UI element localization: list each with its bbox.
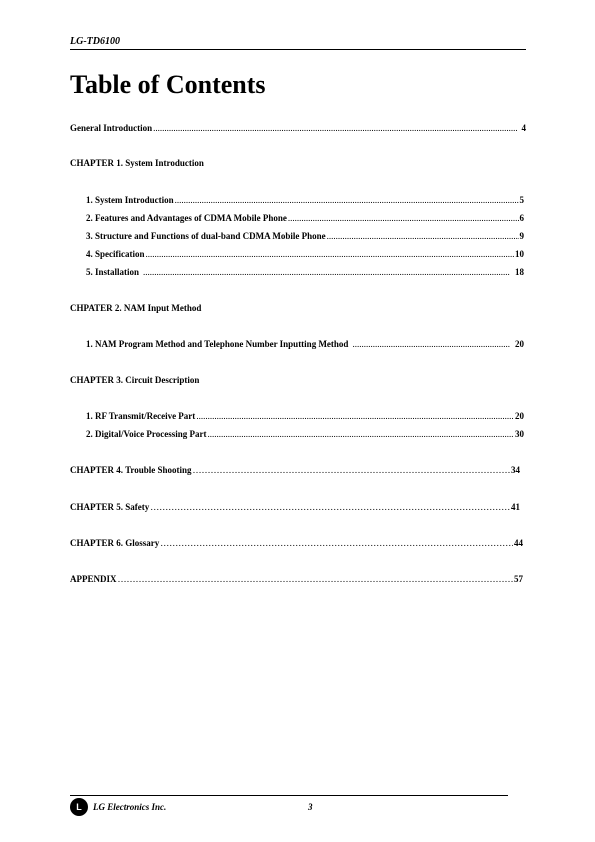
toc-entry-label: 1. NAM Program Method and Telephone Number Inputting Method xyxy=(86,339,349,349)
toc-leader-dots xyxy=(118,573,514,585)
toc-entry-chapter-6-glossary[interactable] xyxy=(70,537,523,549)
toc-leader-dots xyxy=(288,212,519,224)
toc-entry-page: 57 xyxy=(514,574,523,584)
toc-leader-dots xyxy=(196,410,514,422)
toc-entry-specification[interactable] xyxy=(86,248,524,260)
toc-leader-dots xyxy=(327,230,519,242)
toc-entry-nam-program[interactable] xyxy=(86,338,524,350)
toc-entry-label: 4. Specification xyxy=(86,249,145,259)
toc-entry-chapter-5-safety[interactable] xyxy=(70,501,520,513)
toc-entry-label: CHAPTER 6. Glossary xyxy=(70,538,160,548)
toc-entry-page: 6 xyxy=(519,213,524,223)
toc-entry-installation[interactable] xyxy=(86,266,524,278)
toc-entry-label: APPENDIX xyxy=(70,574,117,584)
page-title: Table of Contents xyxy=(70,70,266,99)
toc-leader-dots xyxy=(143,266,510,278)
toc-entry-general-introduction[interactable] xyxy=(70,122,526,134)
toc-entry-page: 5 xyxy=(519,195,524,205)
toc-entry-rf-transmit-receive[interactable] xyxy=(86,410,524,422)
toc-entry-page: 20 xyxy=(515,339,524,349)
toc-entry-page: 41 xyxy=(511,502,520,512)
toc-leader-dots xyxy=(352,338,510,350)
toc-entry-features-advantages[interactable] xyxy=(86,212,524,224)
header-divider xyxy=(70,49,526,50)
toc-entry-page: 18 xyxy=(515,267,524,277)
toc-entry-page: 9 xyxy=(519,231,524,241)
document-header-model: LG-TD6100 xyxy=(70,36,120,47)
toc-entry-chapter-4-trouble-shooting[interactable] xyxy=(70,464,520,476)
toc-entry-digital-voice-processing[interactable] xyxy=(86,428,524,440)
footer-page-number: 3 xyxy=(308,802,313,812)
lg-logo-letter: L xyxy=(76,802,82,812)
toc-leader-dots xyxy=(193,464,510,476)
toc-entry-label: 1. System Introduction xyxy=(86,195,174,205)
toc-entry-system-introduction[interactable] xyxy=(86,194,524,206)
toc-entry-appendix[interactable] xyxy=(70,573,523,585)
toc-entry-structure-functions[interactable] xyxy=(86,230,524,242)
toc-entry-page: 10 xyxy=(515,249,524,259)
toc-entry-page: 20 xyxy=(515,411,524,421)
toc-leader-dots xyxy=(150,501,510,513)
toc-leader-dots xyxy=(153,122,516,134)
toc-leader-dots xyxy=(146,248,515,260)
toc-leader-dots xyxy=(207,428,514,440)
toc-entry-page: 30 xyxy=(515,429,524,439)
toc-entry-label: 2. Digital/Voice Processing Part xyxy=(86,429,207,439)
footer-divider xyxy=(70,795,508,796)
footer-company-name: LG Electronics Inc. xyxy=(93,802,167,812)
toc-entry-page: 34 xyxy=(511,465,520,475)
chapter-3-heading: CHAPTER 3. Circuit Description xyxy=(70,375,200,385)
toc-entry-page: 4 xyxy=(521,123,526,133)
toc-leader-dots xyxy=(160,537,513,549)
toc-entry-label: CHAPTER 5. Safety xyxy=(70,502,150,512)
toc-entry-label: General Introduction xyxy=(70,123,153,133)
toc-entry-label: 3. Structure and Functions of dual-band CDMA Mobile Phone xyxy=(86,231,326,241)
toc-entry-label: 2. Features and Advantages of CDMA Mobile Phone xyxy=(86,213,287,223)
toc-entry-label: 5. Installation xyxy=(86,267,140,277)
chapter-1-heading: CHAPTER 1. System Introduction xyxy=(70,158,204,168)
toc-entry-page: 44 xyxy=(514,538,523,548)
toc-entry-label: CHAPTER 4. Trouble Shooting xyxy=(70,465,192,475)
toc-leader-dots xyxy=(175,194,519,206)
chapter-2-heading: CHPATER 2. NAM Input Method xyxy=(70,303,202,313)
toc-entry-label: 1. RF Transmit/Receive Part xyxy=(86,411,196,421)
lg-logo-icon xyxy=(70,798,88,816)
